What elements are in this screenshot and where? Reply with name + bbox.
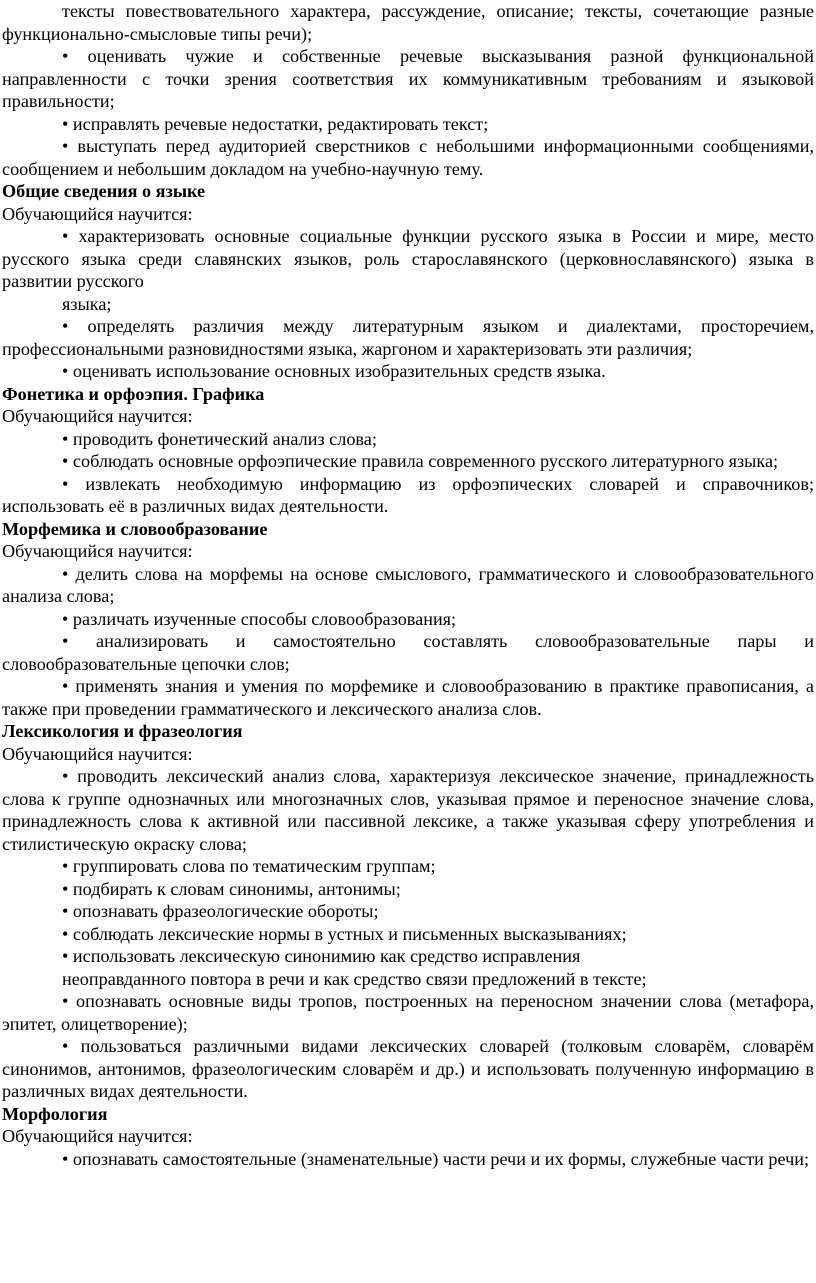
bullet-item: • исправлять речевые недостатки, редактировать текст; (62, 113, 489, 134)
paragraph: тексты повествовательного характера, рассуждение, описание; тексты, сочетающие разные функционально-смысловые типы речи); (2, 1, 814, 44)
bullet-item: • характеризовать основные социальные функции русского языка в России и мире, место русского языка среди славянских языков, роль старославянского (церковнославянского) языка в развитии русского (2, 226, 814, 291)
bullet-item: • группировать слова по тематическим группам; (62, 856, 436, 876)
bullet-item: • определять различия между литературным языком и диалектами, просторечием, профессиональными разновидностями языка, жаргоном и характеризовать эти различия; (2, 316, 814, 359)
section-heading: Морфемика и словообразование (2, 518, 268, 539)
bullet-item: • соблюдать основные орфоэпические правила современного русского литературного языка; (62, 451, 779, 471)
section-intro: Обучающийся научится: (2, 541, 193, 561)
bullet-item: • соблюдать лексические нормы в устных и письменных высказываниях; (62, 923, 627, 944)
bullet-item: • применять знания и умения по морфемике и словообразованию в практике правописания, а также при проведении грамматического и лексического анализа слов. (2, 676, 814, 719)
section-heading: Общие сведения о языке (2, 181, 206, 201)
bullet-item: • оценивать использование основных изобразительных средств языка. (62, 361, 606, 381)
section-intro: Обучающийся научится: (2, 203, 193, 224)
bullet-item: • пользоваться различными видами лексических словарей (толковым словарём, словарём синонимов, антонимов, фразеологическим словарём и др.) и использовать полученную информацию в различных видах деятельности. (2, 1036, 814, 1101)
section-heading: Лексикология и фразеология (2, 721, 243, 741)
section-heading: Морфология (2, 1103, 108, 1124)
bullet-item: • выступать перед аудиторией сверстников с небольшими информационными сообщениями, сообщением и небольшим докладом на учебно-научную тему. (2, 136, 814, 179)
section-intro: Обучающийся научится: (2, 406, 193, 426)
bullet-item: • различать изученные способы словообразования; (62, 608, 457, 629)
bullet-item: • делить слова на морфемы на основе смыслового, грамматического и словообразовательного анализа слова; (2, 563, 814, 606)
section-heading: Фонетика и орфоэпия. Графика (2, 383, 265, 404)
bullet-item: • опознавать фразеологические обороты; (62, 901, 379, 921)
bullet-item: • подбирать к словам синонимы, антонимы; (62, 878, 401, 899)
bullet-item: • проводить лексический анализ слова, характеризуя лексическое значение, принадлежность слова к группе однозначных или многозначных слов, указывая прямое и переносное значение слова, принадлежность слова к активной или пассивной лексике, а также указывая сферу употребления и стилистическую окраску слова; (2, 766, 814, 854)
bullet-item: • использовать лексическую синонимию как средство исправления (62, 946, 581, 966)
bullet-item: • анализировать и самостоятельно составлять словообразовательные пары и словообразовательные цепочки слов; (2, 631, 814, 674)
bullet-item: • извлекать необходимую информацию из орфоэпических словарей и справочников; использовать её в различных видах деятельности. (2, 473, 814, 516)
continuation-line: языка; (62, 293, 112, 314)
bullet-item: • опознавать основные виды тропов, построенных на переносном значении слова (метафора, эпитет, олицетворение); (2, 991, 814, 1034)
section-intro: Обучающийся научится: (2, 1126, 193, 1146)
bullet-item: • проводить фонетический анализ слова; (62, 428, 377, 449)
bullet-item: • оценивать чужие и собственные речевые высказывания разной функциональной направленности с точки зрения соответствия их коммуникативным требованиям и языковой правильности; (2, 46, 814, 111)
bullet-item: • опознавать самостоятельные (знаменательные) части речи и их формы, служебные части речи; (62, 1148, 810, 1169)
continuation-line: неоправданного повтора в речи и как средство связи предложений в тексте; (62, 968, 647, 989)
section-intro: Обучающийся научится: (2, 743, 193, 764)
